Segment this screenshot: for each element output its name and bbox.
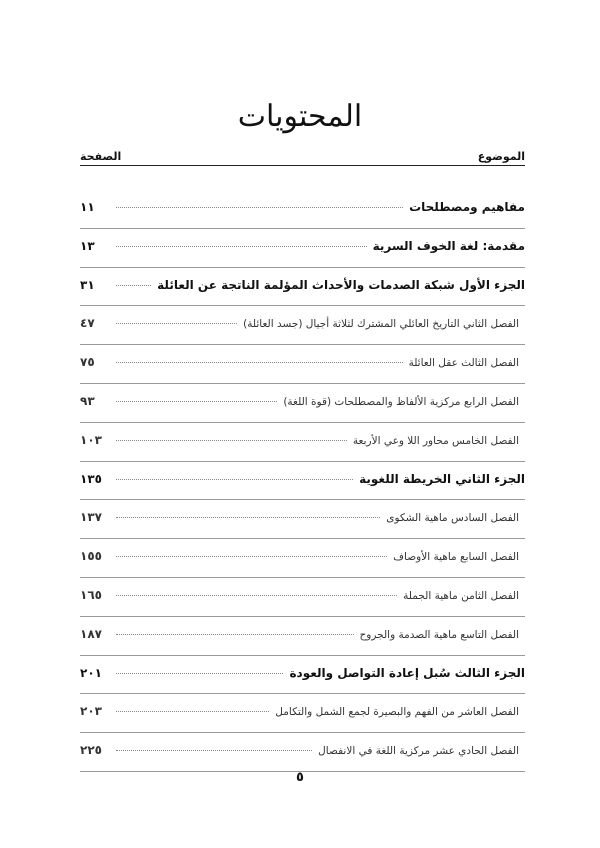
toc-chapter-entry [80, 306, 525, 345]
entry-title: الفصل السادس ماهية الشكوى [386, 512, 519, 525]
entry-page-number: ١١ [80, 200, 95, 214]
dot-leader [116, 207, 403, 208]
toc-header [80, 150, 525, 166]
dot-leader [116, 362, 403, 363]
toc-chapter-entry [80, 423, 525, 462]
toc-chapter-entry [80, 539, 525, 578]
topic-column-header: الموضوع [477, 150, 525, 163]
dot-leader [116, 479, 353, 480]
entry-page-number: ٩٣ [80, 393, 95, 408]
dot-leader [116, 595, 397, 596]
table-of-contents [80, 190, 525, 772]
entry-title: الفصل الحادي عشر مركزية اللغة في الانفصال [318, 745, 519, 758]
entry-title: الفصل الثامن ماهية الجملة [403, 589, 519, 602]
toc-part-entry [80, 462, 525, 501]
entry-page-number: ٧٥ [80, 355, 95, 370]
entry-title: الفصل الثالث عقل العائلة [408, 357, 519, 370]
entry-page-number: ٢٠٣ [80, 704, 102, 719]
entry-title: مقدمة: لغة الخوف السرية [372, 238, 525, 253]
entry-page-number: ٤٧ [80, 316, 95, 331]
toc-chapter-entry [80, 733, 525, 772]
entry-page-number: ١٦٥ [80, 587, 102, 602]
page-title: المحتويات [237, 99, 363, 134]
dot-leader [116, 401, 277, 402]
dot-leader [116, 246, 367, 247]
page-number: ٥ [296, 770, 304, 785]
entry-title: الفصل الخامس محاور اللا وعي الأربعة [352, 434, 519, 447]
entry-page-number: ٢٠١ [80, 665, 102, 680]
entry-title: الفصل السابع ماهية الأوصاف [393, 551, 519, 564]
toc-part-entry [80, 656, 525, 695]
entry-title: الجزء الثالث سُبل إعادة التواصل والعودة [289, 665, 525, 680]
toc-chapter-entry [80, 500, 525, 539]
entry-title: الجزء الأول شبكة الصدمات والأحداث المؤلمة الناتجة عن العائلة [157, 277, 525, 292]
entry-page-number: ١٥٥ [80, 549, 102, 564]
toc-chapter-entry [80, 578, 525, 617]
entry-page-number: ١٣ [80, 238, 95, 253]
dot-leader [116, 750, 312, 751]
entry-page-number: ٢٢٥ [80, 743, 102, 758]
entry-title: الفصل الثاني التاريخ العائلي المشترك لثلاثة أجيال (جسد العائلة) [243, 318, 519, 331]
entry-page-number: ١٣٥ [80, 471, 102, 486]
toc-chapter-entry [80, 384, 525, 423]
page-column-header: الصفحة [80, 150, 122, 163]
toc-chapter-entry [80, 345, 525, 384]
toc-part-entry [80, 190, 525, 229]
dot-leader [116, 285, 151, 286]
entry-title: الفصل التاسع ماهية الصدمة والجروح [359, 628, 519, 641]
toc-chapter-entry [80, 694, 525, 733]
entry-page-number: ١٨٧ [80, 626, 102, 641]
toc-part-entry [80, 229, 525, 268]
entry-title: مفاهيم ومصطلحات [409, 200, 525, 214]
dot-leader [116, 634, 354, 635]
entry-title: الفصل العاشر من الفهم والبصيرة لجمع الشمل والتكامل [275, 706, 519, 719]
toc-part-entry [80, 268, 525, 307]
toc-chapter-entry [80, 617, 525, 656]
dot-leader [116, 673, 283, 674]
dot-leader [116, 556, 387, 557]
entry-page-number: ١٣٧ [80, 510, 102, 525]
dot-leader [116, 323, 237, 324]
dot-leader [116, 711, 269, 712]
dot-leader [116, 517, 380, 518]
entry-page-number: ١٠٣ [80, 432, 102, 447]
dot-leader [116, 440, 347, 441]
entry-title: الجزء الثاني الخريطة اللغوية [359, 471, 525, 486]
entry-title: الفصل الرابع مركزية الألفاظ والمصطلحات (قوة اللغة) [283, 395, 519, 408]
entry-page-number: ٣١ [80, 277, 95, 292]
